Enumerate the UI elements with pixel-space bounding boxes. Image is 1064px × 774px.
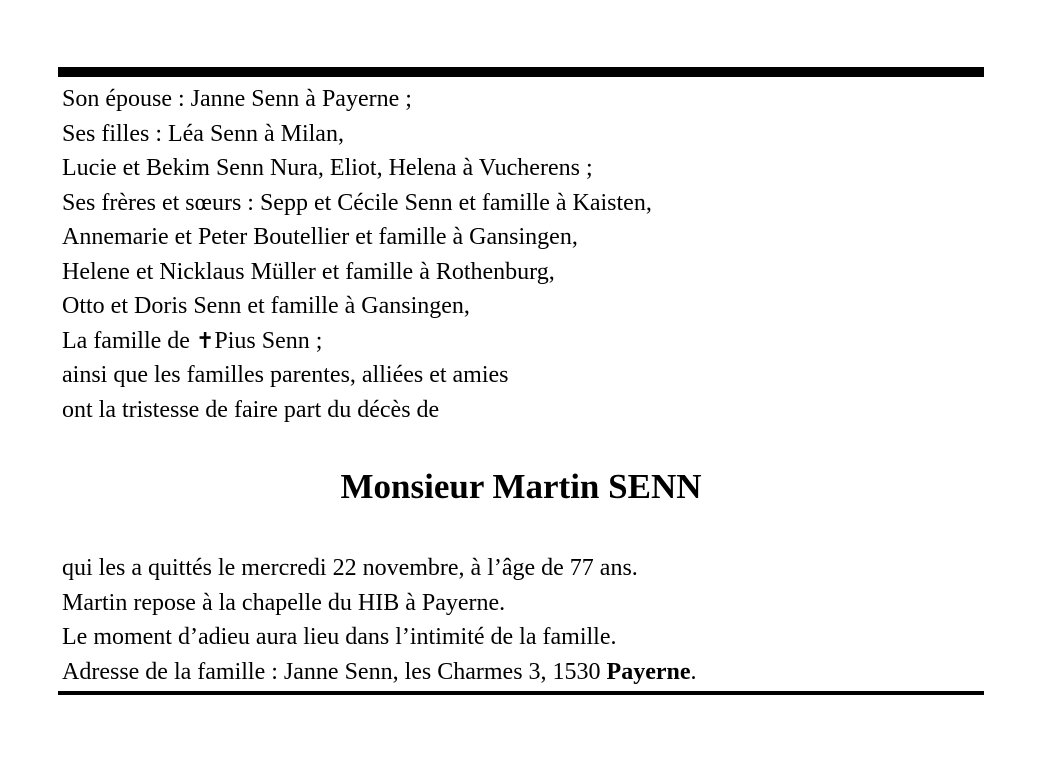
family-line-sibling-3: Helene et Nicklaus Müller et famille à Rothenburg, — [62, 258, 555, 285]
family-line-daughters: Ses filles : Léa Senn à Milan, — [62, 120, 344, 147]
pius-suffix: Pius Senn ; — [214, 327, 323, 354]
family-line-daughter-family: Lucie et Bekim Senn Nura, Eliot, Helena à Vucherens ; — [62, 155, 593, 181]
details-list — [62, 551, 697, 689]
deceased-name: Monsieur Martin SENN — [340, 467, 702, 506]
family-line-sibling-4: Otto et Doris Senn et famille à Gansingen, — [62, 293, 470, 319]
bottom-rule — [58, 691, 984, 695]
closing-line-announcement: ont la tristesse de faire part du décès de — [62, 396, 440, 423]
address-prefix: Adresse de la famille : Janne Senn, les Charmes 3, 1530 — [62, 658, 607, 685]
family-line-siblings: Ses frères et sœurs : Sepp et Cécile Senn et famille à Kaisten, — [62, 189, 652, 216]
family-line-sibling-2: Annemarie et Peter Boutellier et famille à Gansingen, — [62, 224, 578, 250]
cross-icon: ✝ — [195, 328, 215, 354]
detail-line-date: qui les a quittés le mercredi 22 novembre, à l’âge de 77 ans. — [62, 555, 638, 581]
obituary-notice — [58, 67, 984, 685]
detail-line-ceremony: Le moment d’adieu aura lieu dans l’intimité de la famille. — [62, 624, 617, 650]
pius-prefix: La famille de — [62, 327, 196, 354]
closing-line-relatives: ainsi que les familles parentes, alliées et amies — [62, 362, 509, 388]
family-list — [62, 82, 652, 427]
top-rule — [58, 67, 984, 77]
address-city: Payerne — [606, 658, 691, 685]
detail-line-address — [62, 655, 697, 690]
detail-line-chapel: Martin repose à la chapelle du HIB à Payerne. — [62, 589, 506, 616]
family-line-spouse: Son épouse : Janne Senn à Payerne ; — [62, 86, 412, 112]
address-suffix: . — [690, 658, 697, 685]
family-line-pius — [62, 324, 652, 359]
